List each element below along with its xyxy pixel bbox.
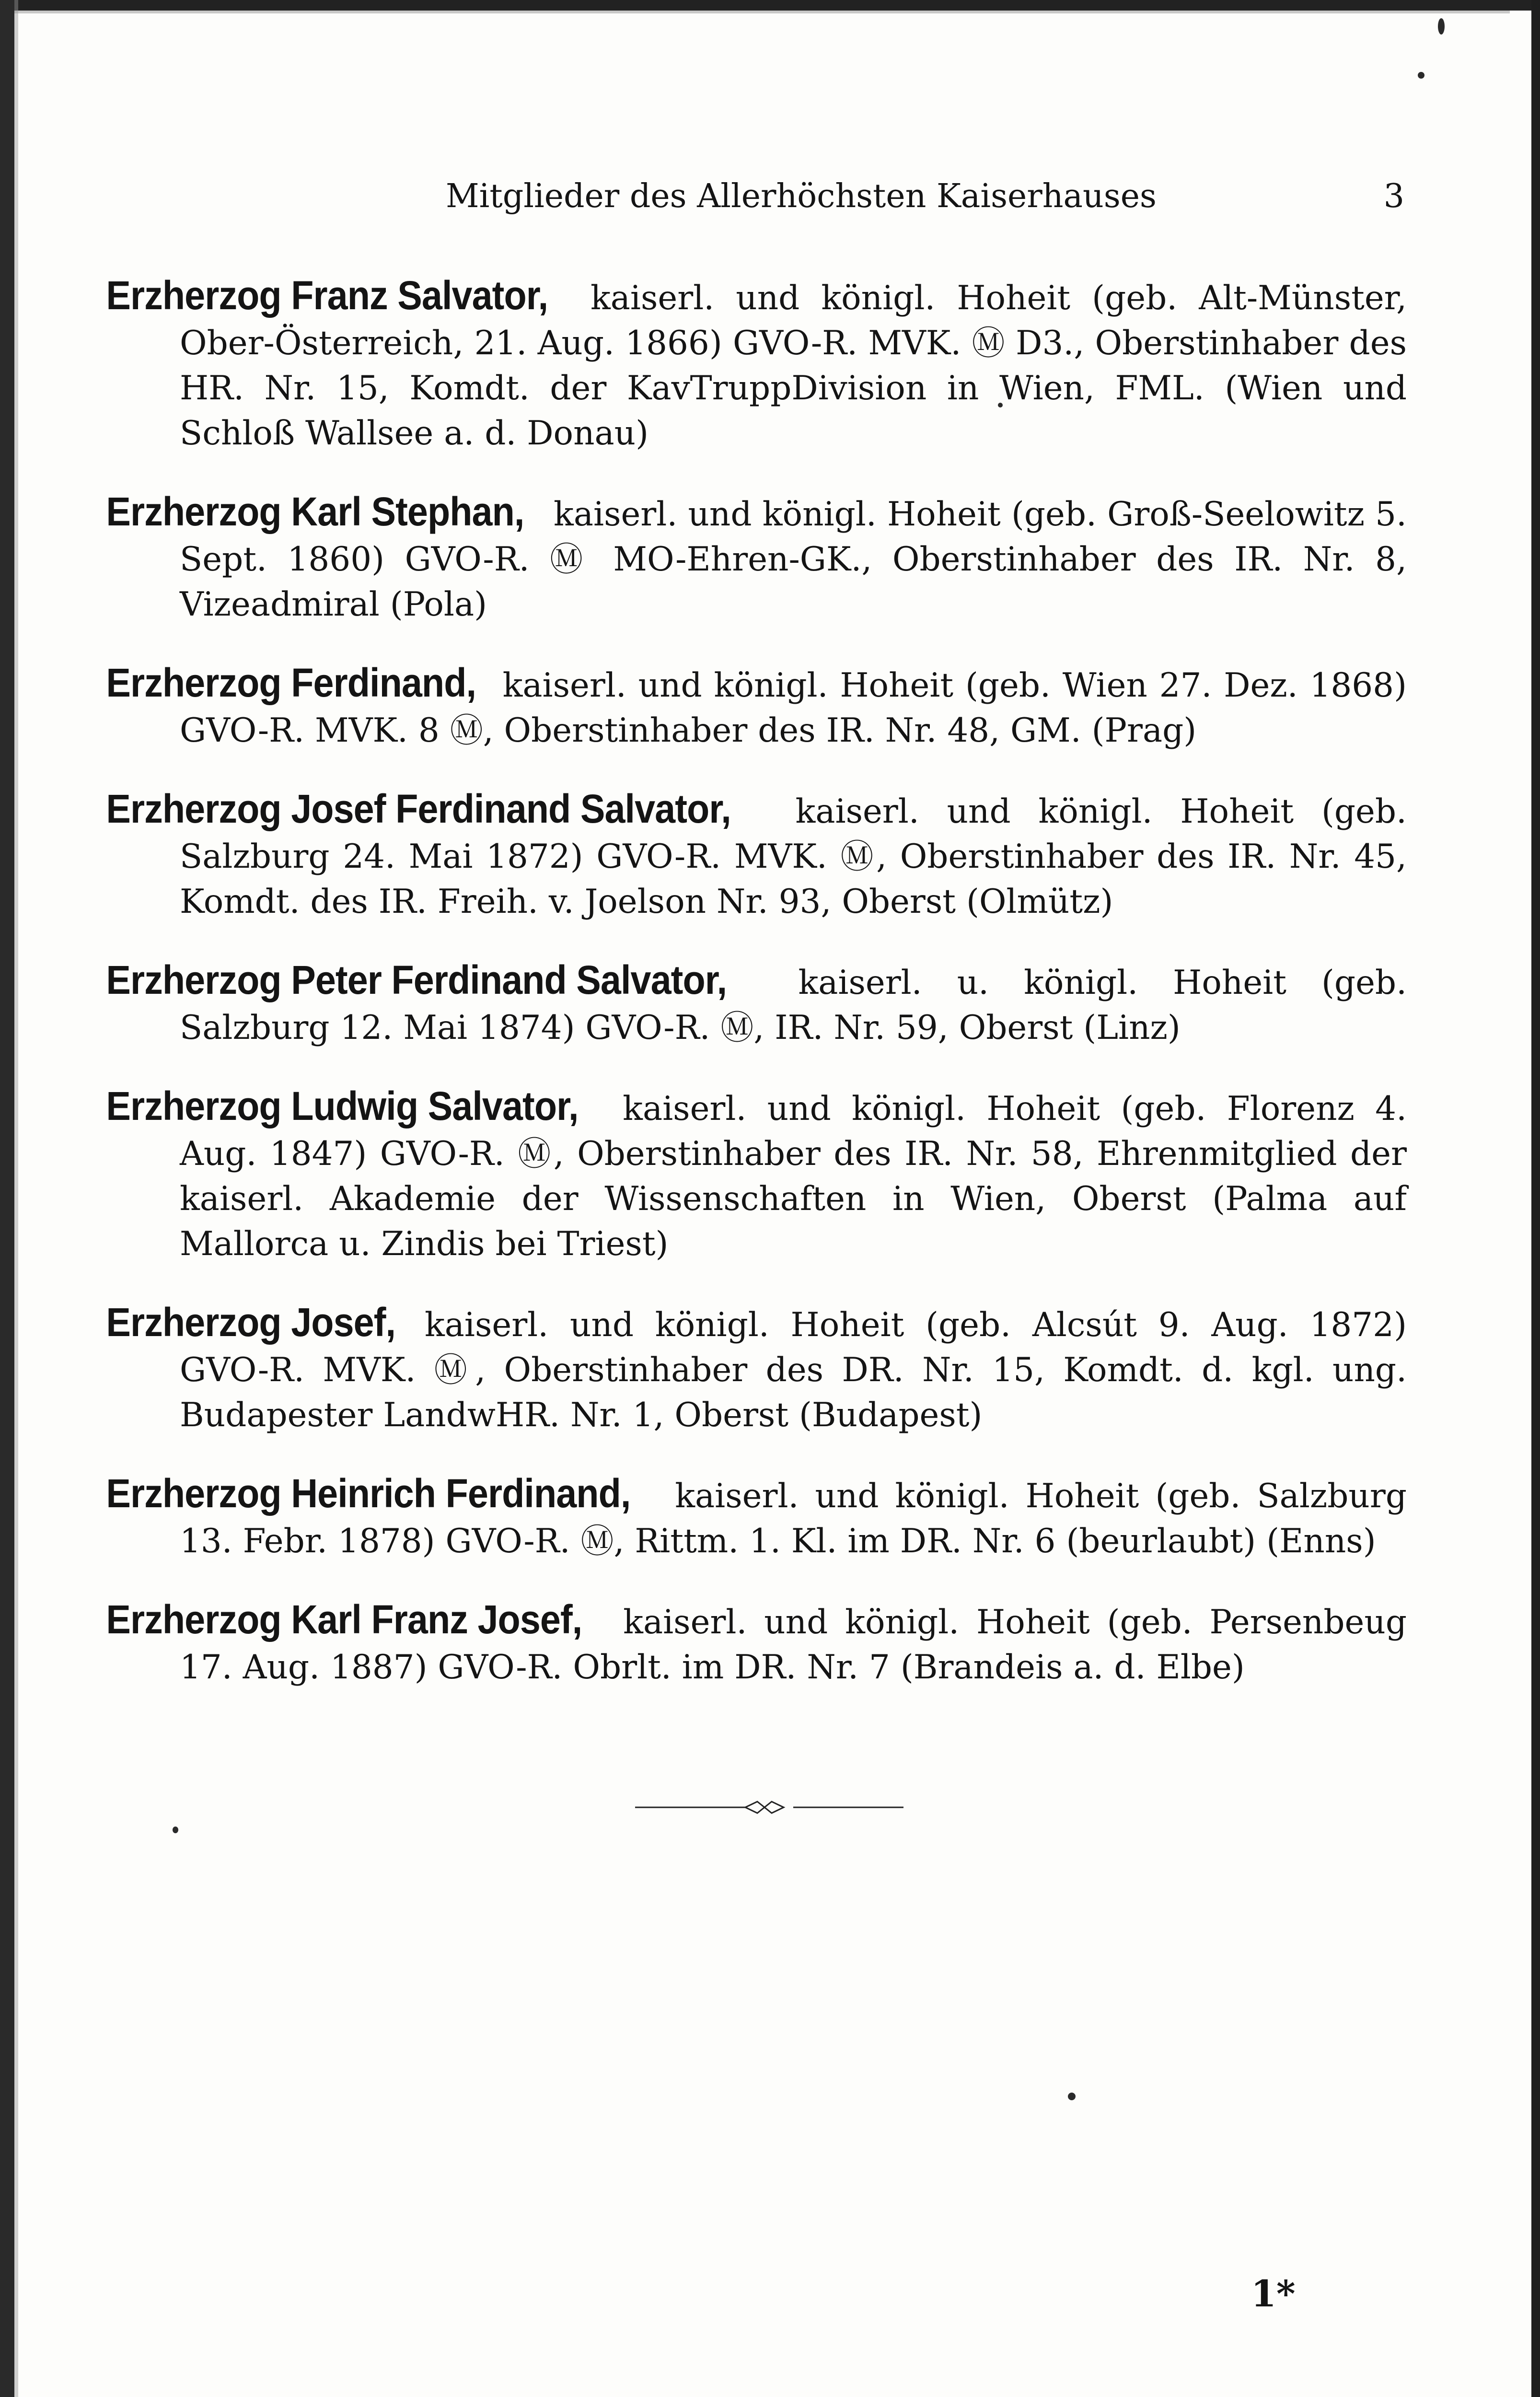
list-item <box>106 1597 1407 1690</box>
entry-text: kaiserl. und königl. Hoheit (geb. Alt-Münster, Ober-Österreich, 21. Aug. 1866) GVO-R. MVK. Ⓜ D3., Oberstinhaber des HR. Nr. 15, Komdt. der KavTruppDivision in Wien, FML. (Wien und Schloß Wallsee a. d. Donau) <box>180 279 1407 453</box>
entry-list <box>106 240 1407 1713</box>
scan-border-left <box>0 0 14 2397</box>
list-item <box>106 489 1407 627</box>
entry-name: Erzherzog Franz Salvator, <box>106 273 548 318</box>
running-header <box>446 175 1404 218</box>
signature-mark: 1* <box>1251 2272 1296 2315</box>
page-number: 3 <box>1383 177 1404 215</box>
entry-name: Erzherzog Karl Stephan, <box>106 489 524 534</box>
entry-name: Erzherzog Peter Ferdinand Salvator, <box>106 957 727 1002</box>
list-item <box>106 273 1407 456</box>
scan-border-left-shadow <box>14 0 18 2397</box>
list-item <box>106 1471 1407 1564</box>
list-item <box>106 786 1407 924</box>
header-title: Mitglieder des Allerhöchsten Kaiserhauses <box>446 177 1157 215</box>
scan-speck <box>1438 18 1445 35</box>
entry-name: Erzherzog Josef Ferdinand Salvator, <box>106 786 731 831</box>
entry-text: kaiserl. und königl. Hoheit (geb. Persenbeug 17. Aug. 1887) GVO-R. Obrlt. im DR. Nr. 7 (Brandeis a. d. Elbe) <box>180 1603 1407 1687</box>
list-item <box>106 660 1407 753</box>
scan-speck <box>1068 2093 1076 2100</box>
section-end-ornament <box>635 1793 903 1822</box>
entry-name: Erzherzog Ferdinand, <box>106 660 476 705</box>
scan-border-top-shadow <box>14 11 1510 13</box>
entry-name: Erzherzog Heinrich Ferdinand, <box>106 1471 631 1516</box>
scan-speck <box>173 1827 178 1833</box>
list-item <box>106 1083 1407 1267</box>
entry-name: Erzherzog Karl Franz Josef, <box>106 1597 582 1642</box>
list-item <box>106 957 1407 1050</box>
entry-name: Erzherzog Josef, <box>106 1300 396 1345</box>
scan-border-right <box>1531 0 1540 2397</box>
entry-text: kaiserl. und königl. Hoheit (geb. Alcsút 9. Aug. 1872) GVO-R. MVK. Ⓜ, Oberstinhaber des DR. Nr. 15, Komdt. d. kgl. ung. Budapester LandwHR. Nr. 1, Oberst (Budapest) <box>180 1306 1407 1434</box>
entry-text: kaiserl. und königl. Hoheit (geb. Groß-Seelowitz 5. Sept. 1860) GVO-R. Ⓜ MO-Ehren-GK., Oberstinhaber des IR. Nr. 8, Vizeadmiral (Pola) <box>180 495 1407 624</box>
entry-text: kaiserl. und königl. Hoheit (geb. Salzburg 13. Febr. 1878) GVO-R. Ⓜ, Rittm. 1. Kl. im DR. Nr. 6 (beurlaubt) (Enns) <box>180 1477 1407 1560</box>
entry-name: Erzherzog Ludwig Salvator, <box>106 1083 579 1129</box>
scan-border-top <box>0 0 1540 11</box>
list-item <box>106 1300 1407 1438</box>
entry-text: kaiserl. und königl. Hoheit (geb. Salzburg 24. Mai 1872) GVO-R. MVK. Ⓜ, Oberstinhaber des IR. Nr. 45, Komdt. des IR. Freih. v. Joelson Nr. 93, Oberst (Olmütz) <box>180 792 1407 921</box>
entry-text: kaiserl. u. königl. Hoheit (geb. Salzburg 12. Mai 1874) GVO-R. Ⓜ, IR. Nr. 59, Oberst (Linz) <box>180 964 1407 1047</box>
scan-speck <box>1418 72 1424 79</box>
entry-text: kaiserl. und königl. Hoheit (geb. Wien 27. Dez. 1868) GVO-R. MVK. 8 Ⓜ, Oberstinhaber des IR. Nr. 48, GM. (Prag) <box>180 666 1407 750</box>
entry-text: kaiserl. und königl. Hoheit (geb. Florenz 4. Aug. 1847) GVO-R. Ⓜ, Oberstinhaber des IR. Nr. 58, Ehrenmitglied der kaiserl. Akademie der Wissenschaften in Wien, Oberst (Palma auf Mallorca u. Zindis bei Triest) <box>180 1090 1407 1263</box>
